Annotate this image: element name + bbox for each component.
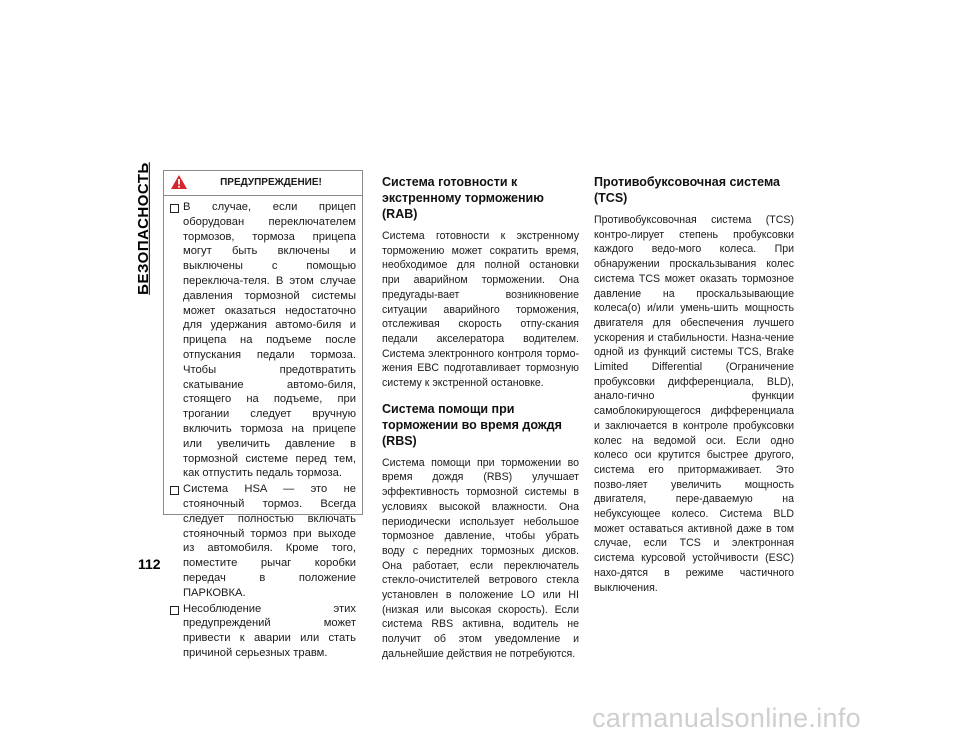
rab-text: Система готовности к экстренному торможению может сократить время, необходимое для полной остановки при аварийном торможении. Она предугады-вает возникновение ситуации аварийного торможения, отслеживая скорость отпу-скания педали акселератора водителем. Система электронного контроля тормо-жения EBC подготавливает тормозную систему к экстренной остановке. bbox=[382, 230, 579, 390]
warning-body bbox=[164, 196, 362, 661]
warning-title: ПРЕДУПРЕЖДЕНИЕ! bbox=[220, 177, 322, 188]
warning-item-text: В случае, если прицеп оборудован переключателем тормозов, тормоза прицепа могут быть включены и выключены с помощью переключа-теля. В этом случае давления тормозной системы может оказаться недостаточно для удержания автомо-биля и прицепа на подъеме после отпускания педали тормоза. Чтобы предотвратить скатывание автомо-биля, стоящего на подъеме, при трогании следует вручную включить тормоза на прицепе или увеличить давление в тормозной системе перед тем, как отпустить педаль тормоза. bbox=[183, 201, 356, 480]
checkbox-bullet-icon bbox=[170, 486, 179, 495]
warning-header bbox=[164, 171, 362, 196]
checkbox-bullet-icon bbox=[170, 606, 179, 615]
warning-item bbox=[170, 602, 356, 661]
rbs-text: Система помощи при торможении во время дождя (RBS) улучшает эффективность тормозной системы в условиях высокой влажности. Она периодически использует небольшое тормозное давление, чтобы убрать воду с передних тормозных дисков. Она работает, если переключатель стекло-очистителей ветрового стекла установлен в положение LO или HI (низкая или высокая скорость). Если система RBS активна, водитель не получит об этом уведомление и дальнейшие действия не потребуются. bbox=[382, 456, 579, 660]
middle-column bbox=[382, 174, 579, 672]
warning-item-text: Несоблюдение этих предупреждений может привести к аварии или стать причиной серьезных травм. bbox=[183, 602, 356, 659]
tcs-heading: Противобуксовочная система (TCS) bbox=[594, 175, 780, 205]
warning-item bbox=[170, 200, 356, 481]
watermark: carmanualsonline.info bbox=[592, 703, 861, 733]
warning-item bbox=[170, 482, 356, 600]
page-number: 112 bbox=[138, 556, 161, 572]
section-side-tab bbox=[130, 161, 156, 295]
rab-heading: Система готовности к экстренному торможению (RAB) bbox=[382, 175, 544, 221]
rbs-heading: Система помощи при торможении во время дождя (RBS) bbox=[382, 401, 562, 448]
tcs-text: Противобуксовочная система (TCS) контро-лирует степень пробуксовки каждого ведо-мого колеса. При обнаружении проскальзывания колес система TCS может оказать тормозное давление на проскальзывающие колеса(о) и/или умень-шить мощность двигателя для обеспечения лучшего ускорения и стабильности. Назна-чение одной из функций системы TCS, Brake Limited Differential (Ограничение пробуксовки дифференциала, BLD), анало-гично функции самоблокирующегося дифференциала и заключается в контроле пробуксовки колес на ведомой оси. Если одно колесо оси крутится быстрее другого, система его притормаживает. Это позво-ляет увеличить мощность двигателя, пере-даваемую на небуксующее колесо. Система BLD может оставаться активной даже в том случае, если TCS и электронная система курсовой устойчивости (ESC) нахо-дятся в режиме частичного выключения. bbox=[594, 214, 794, 594]
warning-item-text: Система HSA — это не стояночный тормоз. Всегда следует полностью включать стояночный тормоз при выходе из автомобиля. Кроме того, поместите рычаг коробки передач в положение ПАРКОВКА. bbox=[183, 483, 356, 599]
checkbox-bullet-icon bbox=[170, 204, 179, 213]
section-side-tab-label: БЕЗОПАСНОСТЬ bbox=[134, 161, 152, 295]
warning-box bbox=[163, 170, 363, 659]
right-column bbox=[594, 174, 794, 605]
